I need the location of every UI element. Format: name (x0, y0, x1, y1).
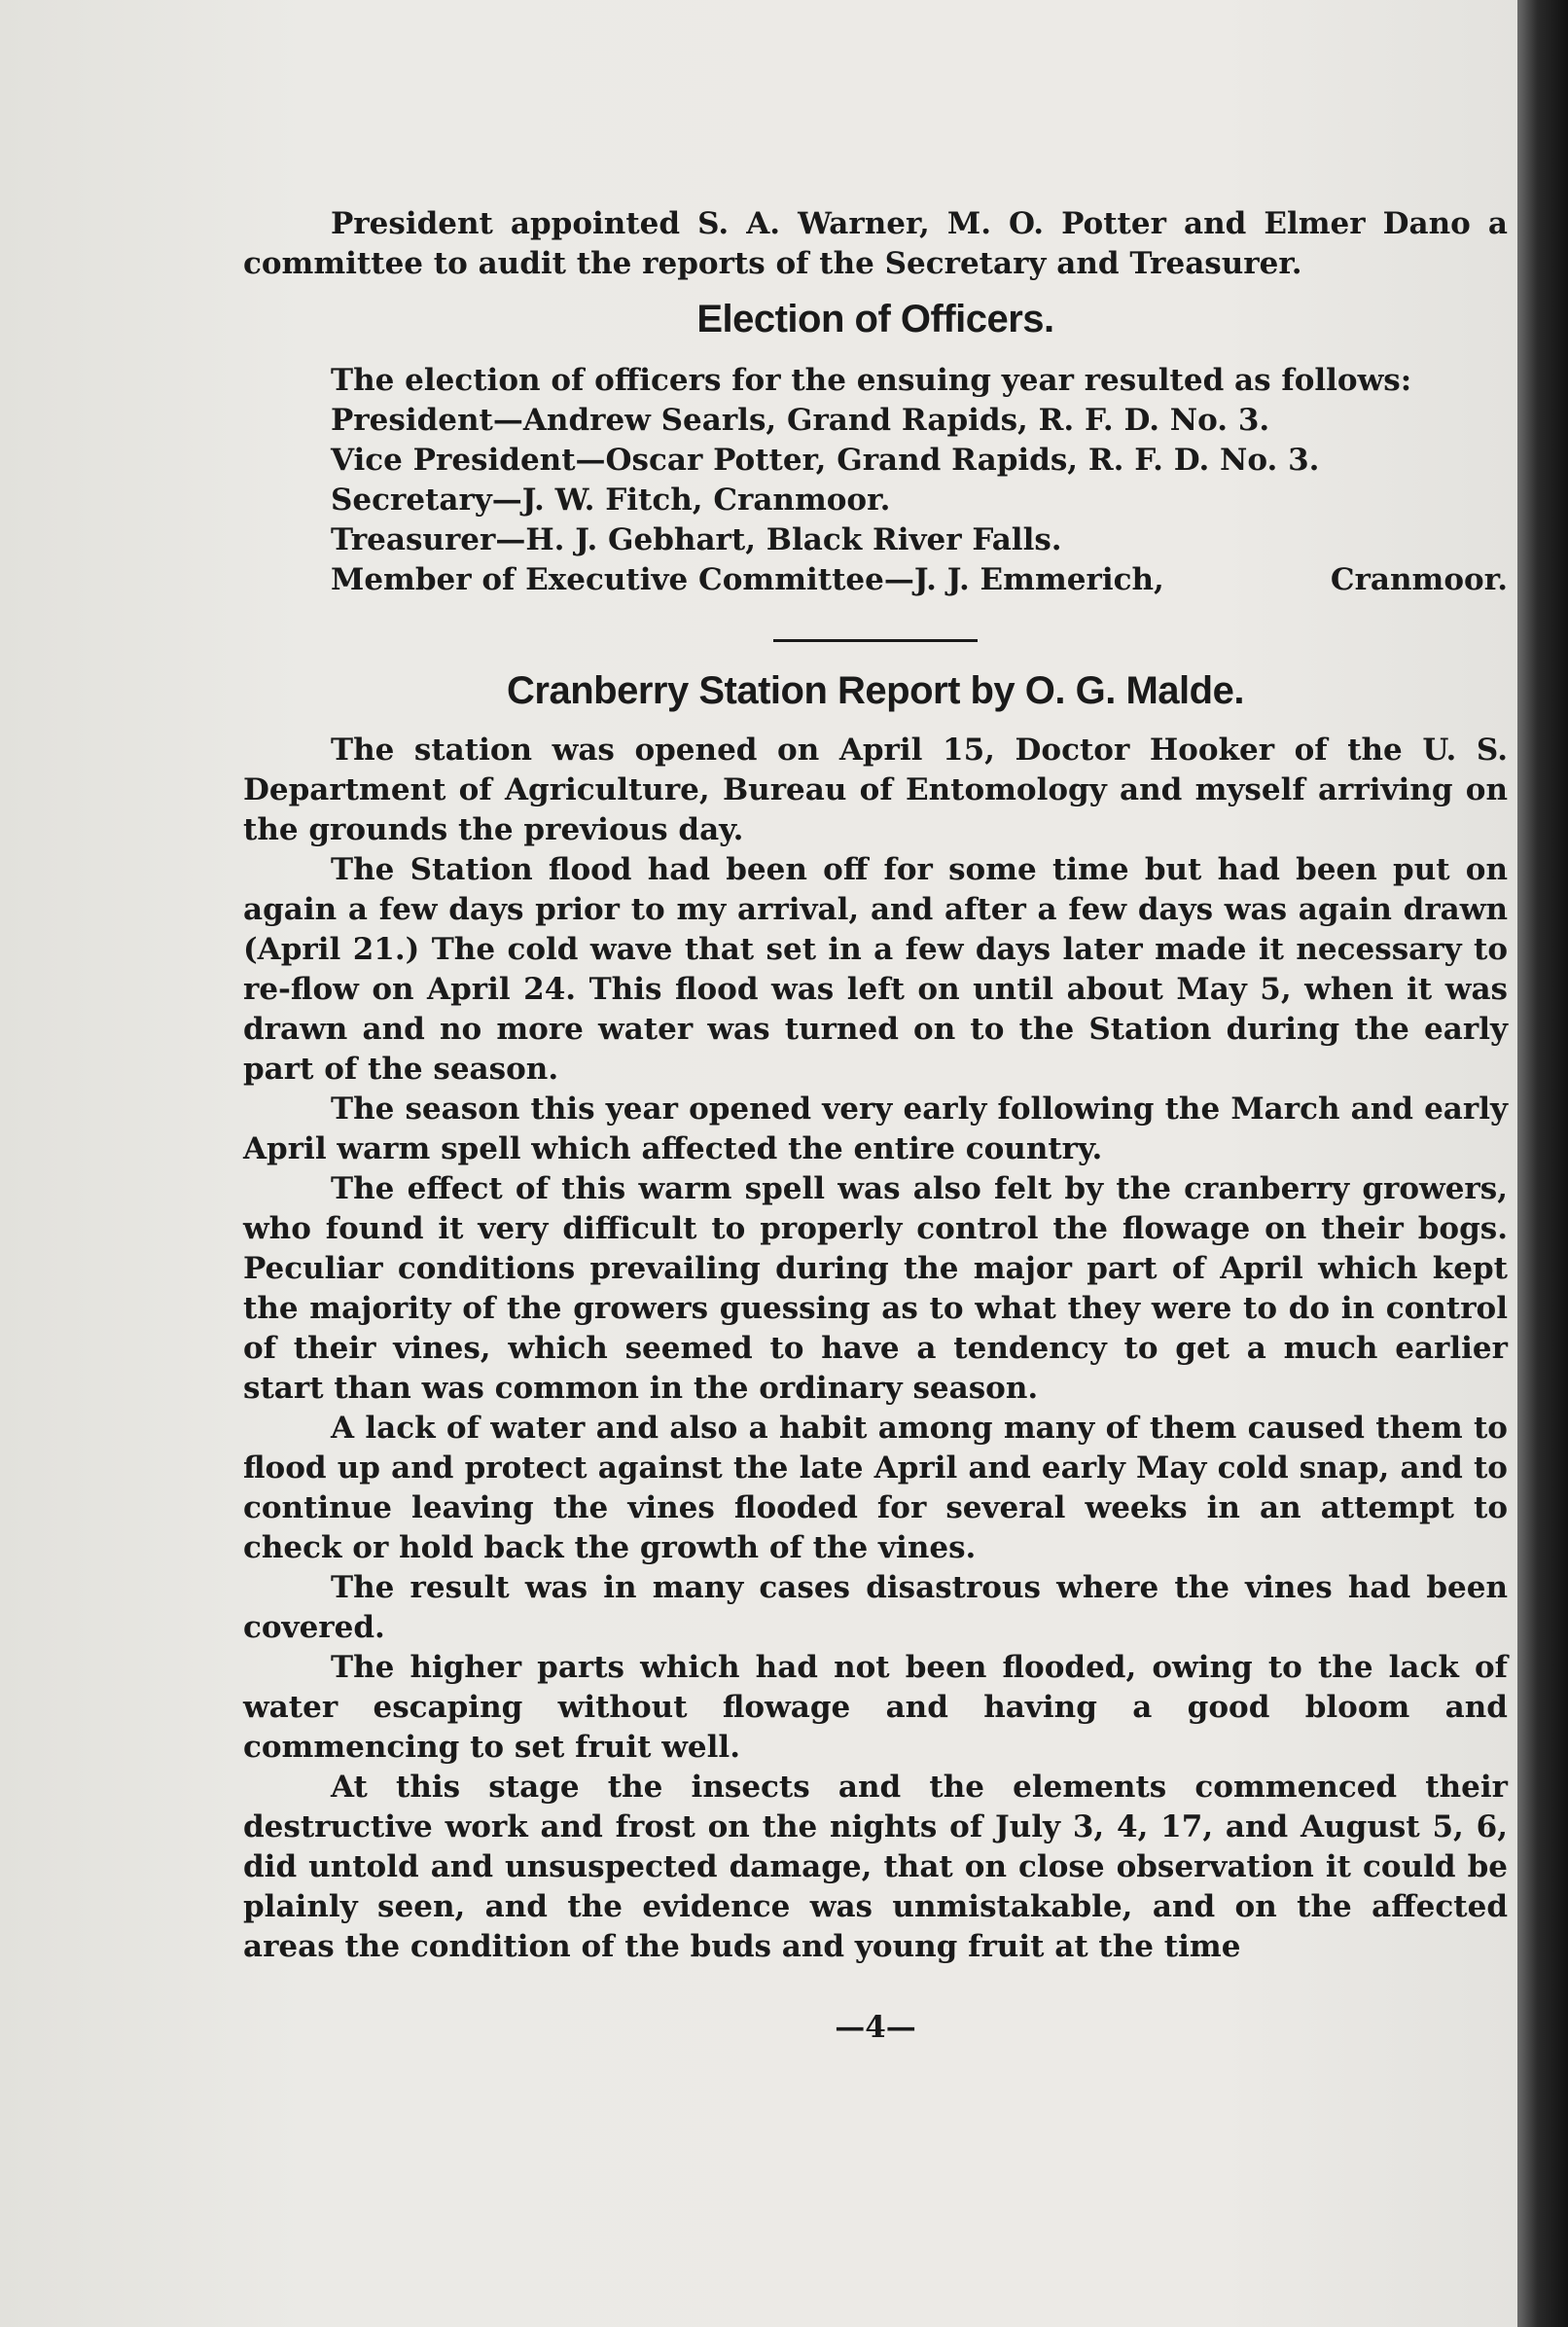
page-number: —4— (835, 2010, 916, 2045)
election-intro: The election of officers for the ensuing year resulted as follows: (331, 363, 1412, 398)
election-heading: Election of Officers. (696, 298, 1054, 340)
station-report-heading: Cranberry Station Report by O. G. Malde. (507, 669, 1244, 712)
report-paragraph: The Station flood had been off for some time but had been put on again a few days prior to my arrival, and after a few days was again drawn (April 21.) The cold wave that set in a few days later made it necessary to re-flow on April 24. This flood was left on until about May 5, when it was drawn and no more water was turned on to the Station during the early part of the season. (243, 852, 1508, 1087)
officer-president: President—Andrew Searls, Grand Rapids, R. F. D. No. 3. (331, 403, 1270, 438)
officer-secretary: Secretary—J. W. Fitch, Cranmoor. (331, 483, 891, 518)
report-paragraph: At this stage the insects and the elements commenced their destructive work and frost on the nights of July 3, 4, 17, and August 5, 6, did untold and unsuspected damage, that on close observation it could be plainly seen, and the evidence was unmistakable, and on the affected areas the condition of the buds and young fruit at the time (243, 1770, 1508, 1964)
report-paragraph: The season this year opened very early following the March and early April warm spell which affected the entire country. (243, 1092, 1508, 1166)
report-paragraph: The result was in many cases disastrous where the vines had been covered. (243, 1570, 1508, 1645)
officer-executive-committee (331, 560, 1508, 600)
officer-vice-president: Vice President—Oscar Potter, Grand Rapids, R. F. D. No. 3. (331, 443, 1320, 478)
officers-list (243, 361, 1508, 600)
officer-treasurer: Treasurer—H. J. Gebhart, Black River Falls. (331, 522, 1062, 557)
page-content (243, 204, 1508, 2048)
report-paragraph: The higher parts which had not been flooded, owing to the lack of water escaping without flowage and having a good bloom and commencing to set fruit well. (243, 1650, 1508, 1765)
book-spine-shadow (1517, 0, 1568, 2327)
executive-committee-label: Member of Executive Committee—J. J. Emmerich, (331, 562, 1164, 597)
section-divider (773, 639, 978, 642)
report-paragraph: The station was opened on April 15, Doctor Hooker of the U. S. Department of Agriculture, Bureau of Entomology and myself arriving on the grounds the previous day. (243, 733, 1508, 847)
audit-committee-paragraph: President appointed S. A. Warner, M. O. Potter and Elmer Dano a committee to audit the reports of the Secretary and Treasurer. (243, 206, 1508, 281)
report-paragraph: The effect of this warm spell was also felt by the cranberry growers, who found it very difficult to properly control the flowage on their bogs. Peculiar conditions prevailing during the major part of April which kept the majority of the growers guessing as to what they were to do in control of their vines, which seemed to have a tendency to get a much earlier start than was common in the ordinary season. (243, 1171, 1508, 1406)
executive-committee-place: Cranmoor. (1330, 562, 1508, 597)
report-paragraph: A lack of water and also a habit among many of them caused them to flood up and protect against the late April and early May cold snap, and to continue leaving the vines flooded for several weeks in an attempt to check or hold back the growth of the vines. (243, 1411, 1508, 1565)
